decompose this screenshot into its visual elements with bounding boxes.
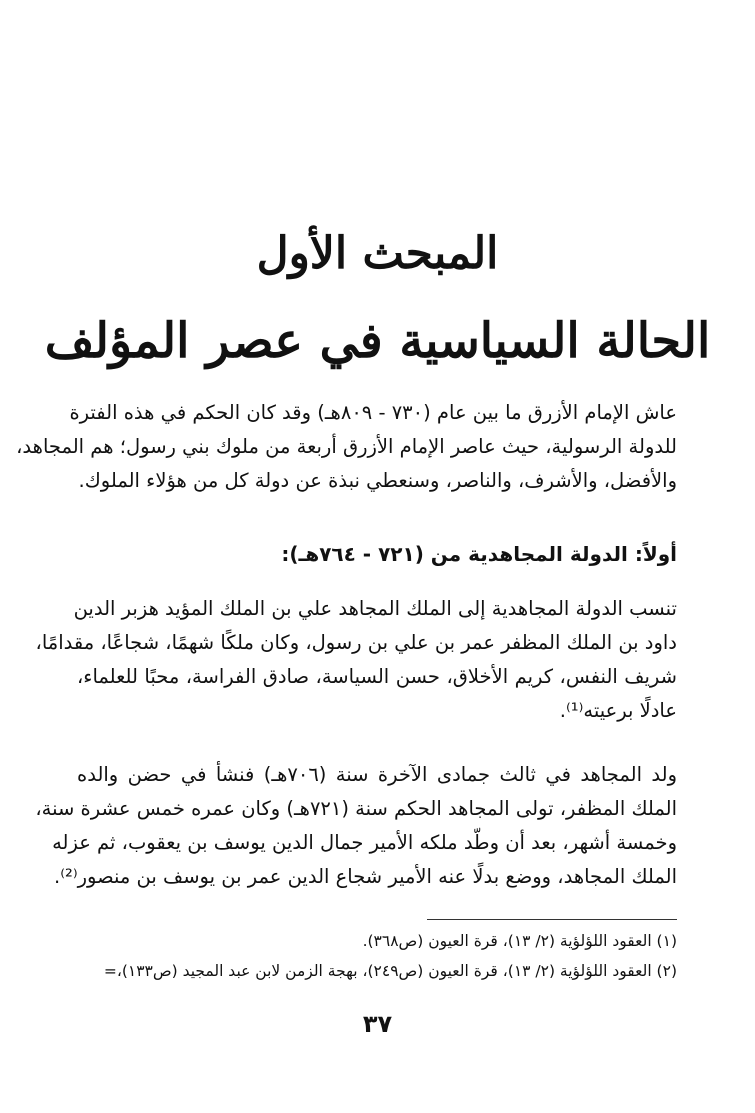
footnotes bbox=[57, 926, 677, 986]
footnote: (١) العقود اللؤلؤية (٢/ ١٣)، قرة العيون (ص٣٦٨). bbox=[362, 932, 677, 950]
text-line: عادلًا برعيته⁽¹⁾. bbox=[559, 699, 677, 722]
section-title: أولاً: الدولة المجاهدية من (٧٢١ - ٧٦٤هـ): bbox=[281, 542, 677, 566]
text-line: للدولة الرسولية، حيث عاصر الإمام الأزرق أربعة من ملوك بني رسول؛ هم المجاهد، bbox=[16, 435, 677, 458]
section-paragraph-2 bbox=[35, 758, 677, 894]
text-line: عاش الإمام الأزرق ما بين عام (٧٣٠ - ٨٠٩هـ) وقد كان الحكم في هذه الفترة bbox=[69, 401, 677, 424]
text-line: الملك المجاهد، ووضع بدلًا عنه الأمير شجاع الدين عمر بن يوسف بن منصور⁽²⁾. bbox=[54, 865, 677, 888]
footnote-divider bbox=[427, 919, 677, 920]
page-number: ٣٧ bbox=[362, 1010, 393, 1038]
intro-paragraph bbox=[16, 396, 677, 498]
text-line: داود بن الملك المظفر عمر بن علي بن رسول، وكان ملكًا شهمًا، شجاعًا، مقدامًا، bbox=[35, 631, 677, 654]
section-paragraph-1 bbox=[35, 592, 677, 728]
text-line: الملك المظفر، تولى المجاهد الحكم سنة (٧٢١هـ) وكان عمره خمس عشرة سنة، bbox=[35, 797, 677, 820]
chapter-title: الحالة السياسية في عصر المؤلف bbox=[44, 313, 711, 369]
text-line: ولد المجاهد في ثالث جمادى الآخرة سنة (٧٠٦هـ) فنشأ في حضن والده bbox=[77, 763, 677, 786]
text-line: شريف النفس، كريم الأخلاق، حسن السياسة، صادق الفراسة، محبًا للعلماء، bbox=[77, 665, 677, 688]
footnote: (٢) العقود اللؤلؤية (٢/ ١٣)، قرة العيون (ص٢٤٩)، بهجة الزمن لابن عبد المجيد (ص١٣٣)،= bbox=[103, 962, 677, 980]
text-line: وخمسة أشهر، بعد أن وطّد ملكه الأمير جمال الدين يوسف بن يعقوب، ثم عزله bbox=[52, 831, 677, 854]
chapter-heading: المبحث الأول bbox=[256, 228, 499, 279]
text-line: والأفضل، والأشرف، والناصر، وسنعطي نبذة عن دولة كل من هؤلاء الملوك. bbox=[78, 469, 677, 492]
text-line: تنسب الدولة المجاهدية إلى الملك المجاهد علي بن الملك المؤيد هزبر الدين bbox=[73, 597, 677, 620]
